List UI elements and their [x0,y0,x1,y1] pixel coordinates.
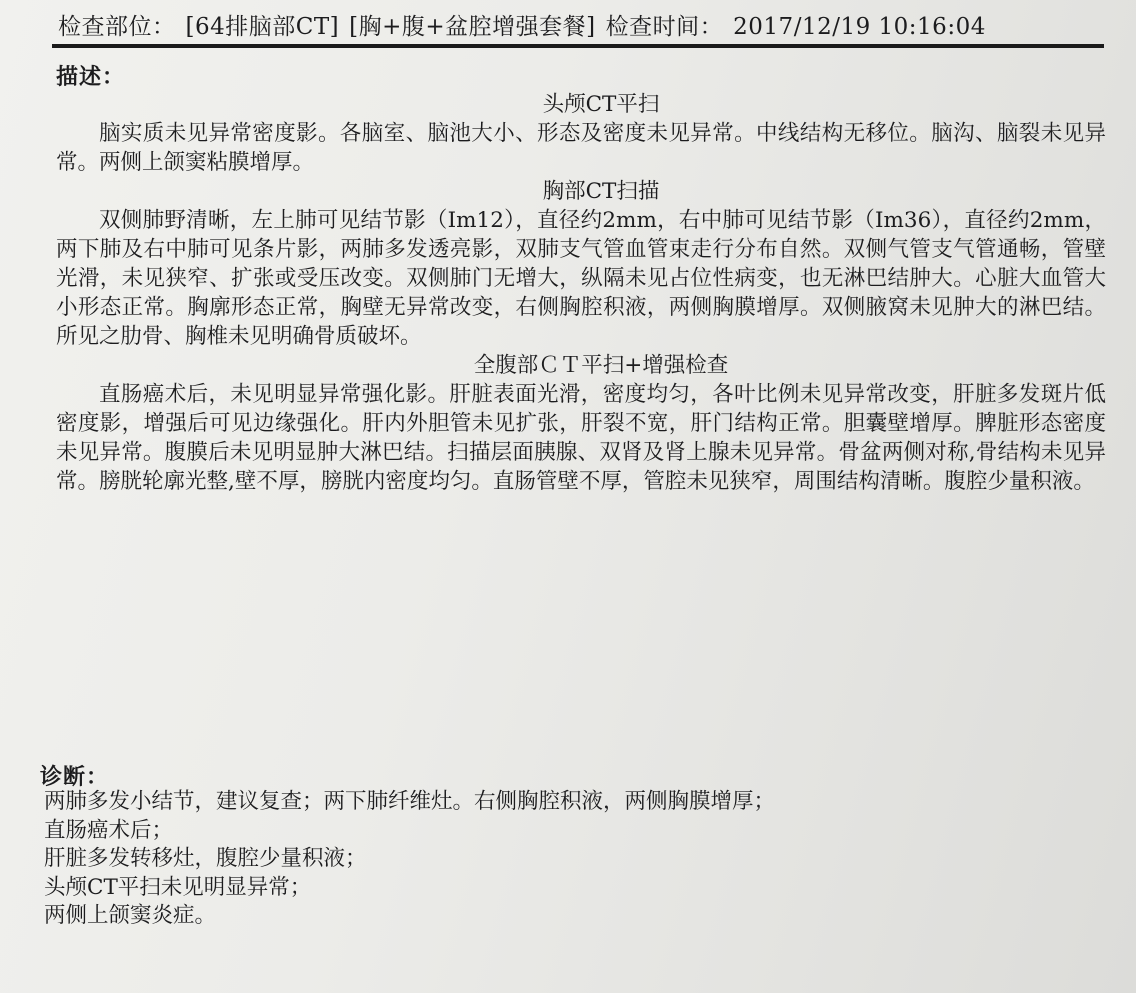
section-heading-abdomen-ct: 全腹部ＣＴ平扫+增强检查 [473,353,729,378]
description-body [56,90,1106,496]
diagnosis-list [44,788,1084,931]
diagnosis-line: 两肺多发小结节，建议复查；两下肺纤维灶。右侧胸腔积液，两侧胸膜增厚； [44,789,776,814]
exam-time-label: 检查时间： [605,14,724,40]
section-text-head-ct: 脑实质未见异常密度影。各脑室、脑池大小、形态及密度未见异常。中线结构无移位。脑沟、脑裂未见异常。两侧上颌窦粘膜增厚。 [56,121,1106,175]
exam-site-label: 检查部位： [58,14,176,40]
section-heading-chest-ct: 胸部CT扫描 [542,179,660,204]
diagnosis-line: 头颅CT平扫未见明显异常； [44,874,312,900]
section-heading-head-ct: 头颅CT平扫 [542,92,660,117]
section-text-abdomen-ct: 直肠癌术后，未见明显异常强化影。肝脏表面光滑，密度均匀，各叶比例未见异常改变，肝脏多发斑片低密度影，增强后可见边缘强化。肝内外胆管未见扩张，肝裂不宽，肝门结构正常。胆囊壁增厚。脾脏形态密度未见异常。腹膜后未见明显肿大淋巴结。扫描层面胰腺、双肾及肾上腺未见异常。骨盆两侧对称,骨结构未见异常。膀胱轮廓光整,壁不厚，膀胱内密度均匀。直肠管壁不厚，管腔未见狭窄，周围结构清晰。腹腔少量积液。 [56,382,1106,494]
diagnosis-line: 直肠癌术后； [44,817,174,843]
exam-item-package: [胸+腹+盆腔增强套餐] [349,14,596,40]
diagnosis-label: 诊断： [40,765,110,790]
section-text-chest-ct: 双侧肺野清晰，左上肺可见结节影（Im12），直径约2mm，右中肺可见结节影（Im36），直径约2mm，两下肺及右中肺可见条片影，两肺多发透亮影，双肺支气管血管束走行分布自然。双侧气管支气管通畅，管壁光滑，未见狭窄、扩张或受压改变。双侧肺门无增大，纵隔未见占位性病变，也无淋巴结肿大。心脏大血管大小形态正常。胸廓形态正常，胸壁无异常改变，右侧胸腔积液，两侧胸膜增厚。双侧腋窝未见肿大的淋巴结。所见之肋骨、胸椎未见明确骨质破坏。 [56,208,1106,349]
exam-item-brain-ct: [64排脑部CT] [185,14,340,40]
report-header [58,8,1108,41]
description-label: 描述： [56,65,126,90]
exam-time-value: 2017/12/19 10:16:04 [733,14,986,40]
diagnosis-line: 两侧上颌窦炎症。 [44,903,217,928]
diagnosis-line: 肝脏多发转移灶，腹腔少量积液； [44,846,367,871]
header-divider [52,44,1104,48]
